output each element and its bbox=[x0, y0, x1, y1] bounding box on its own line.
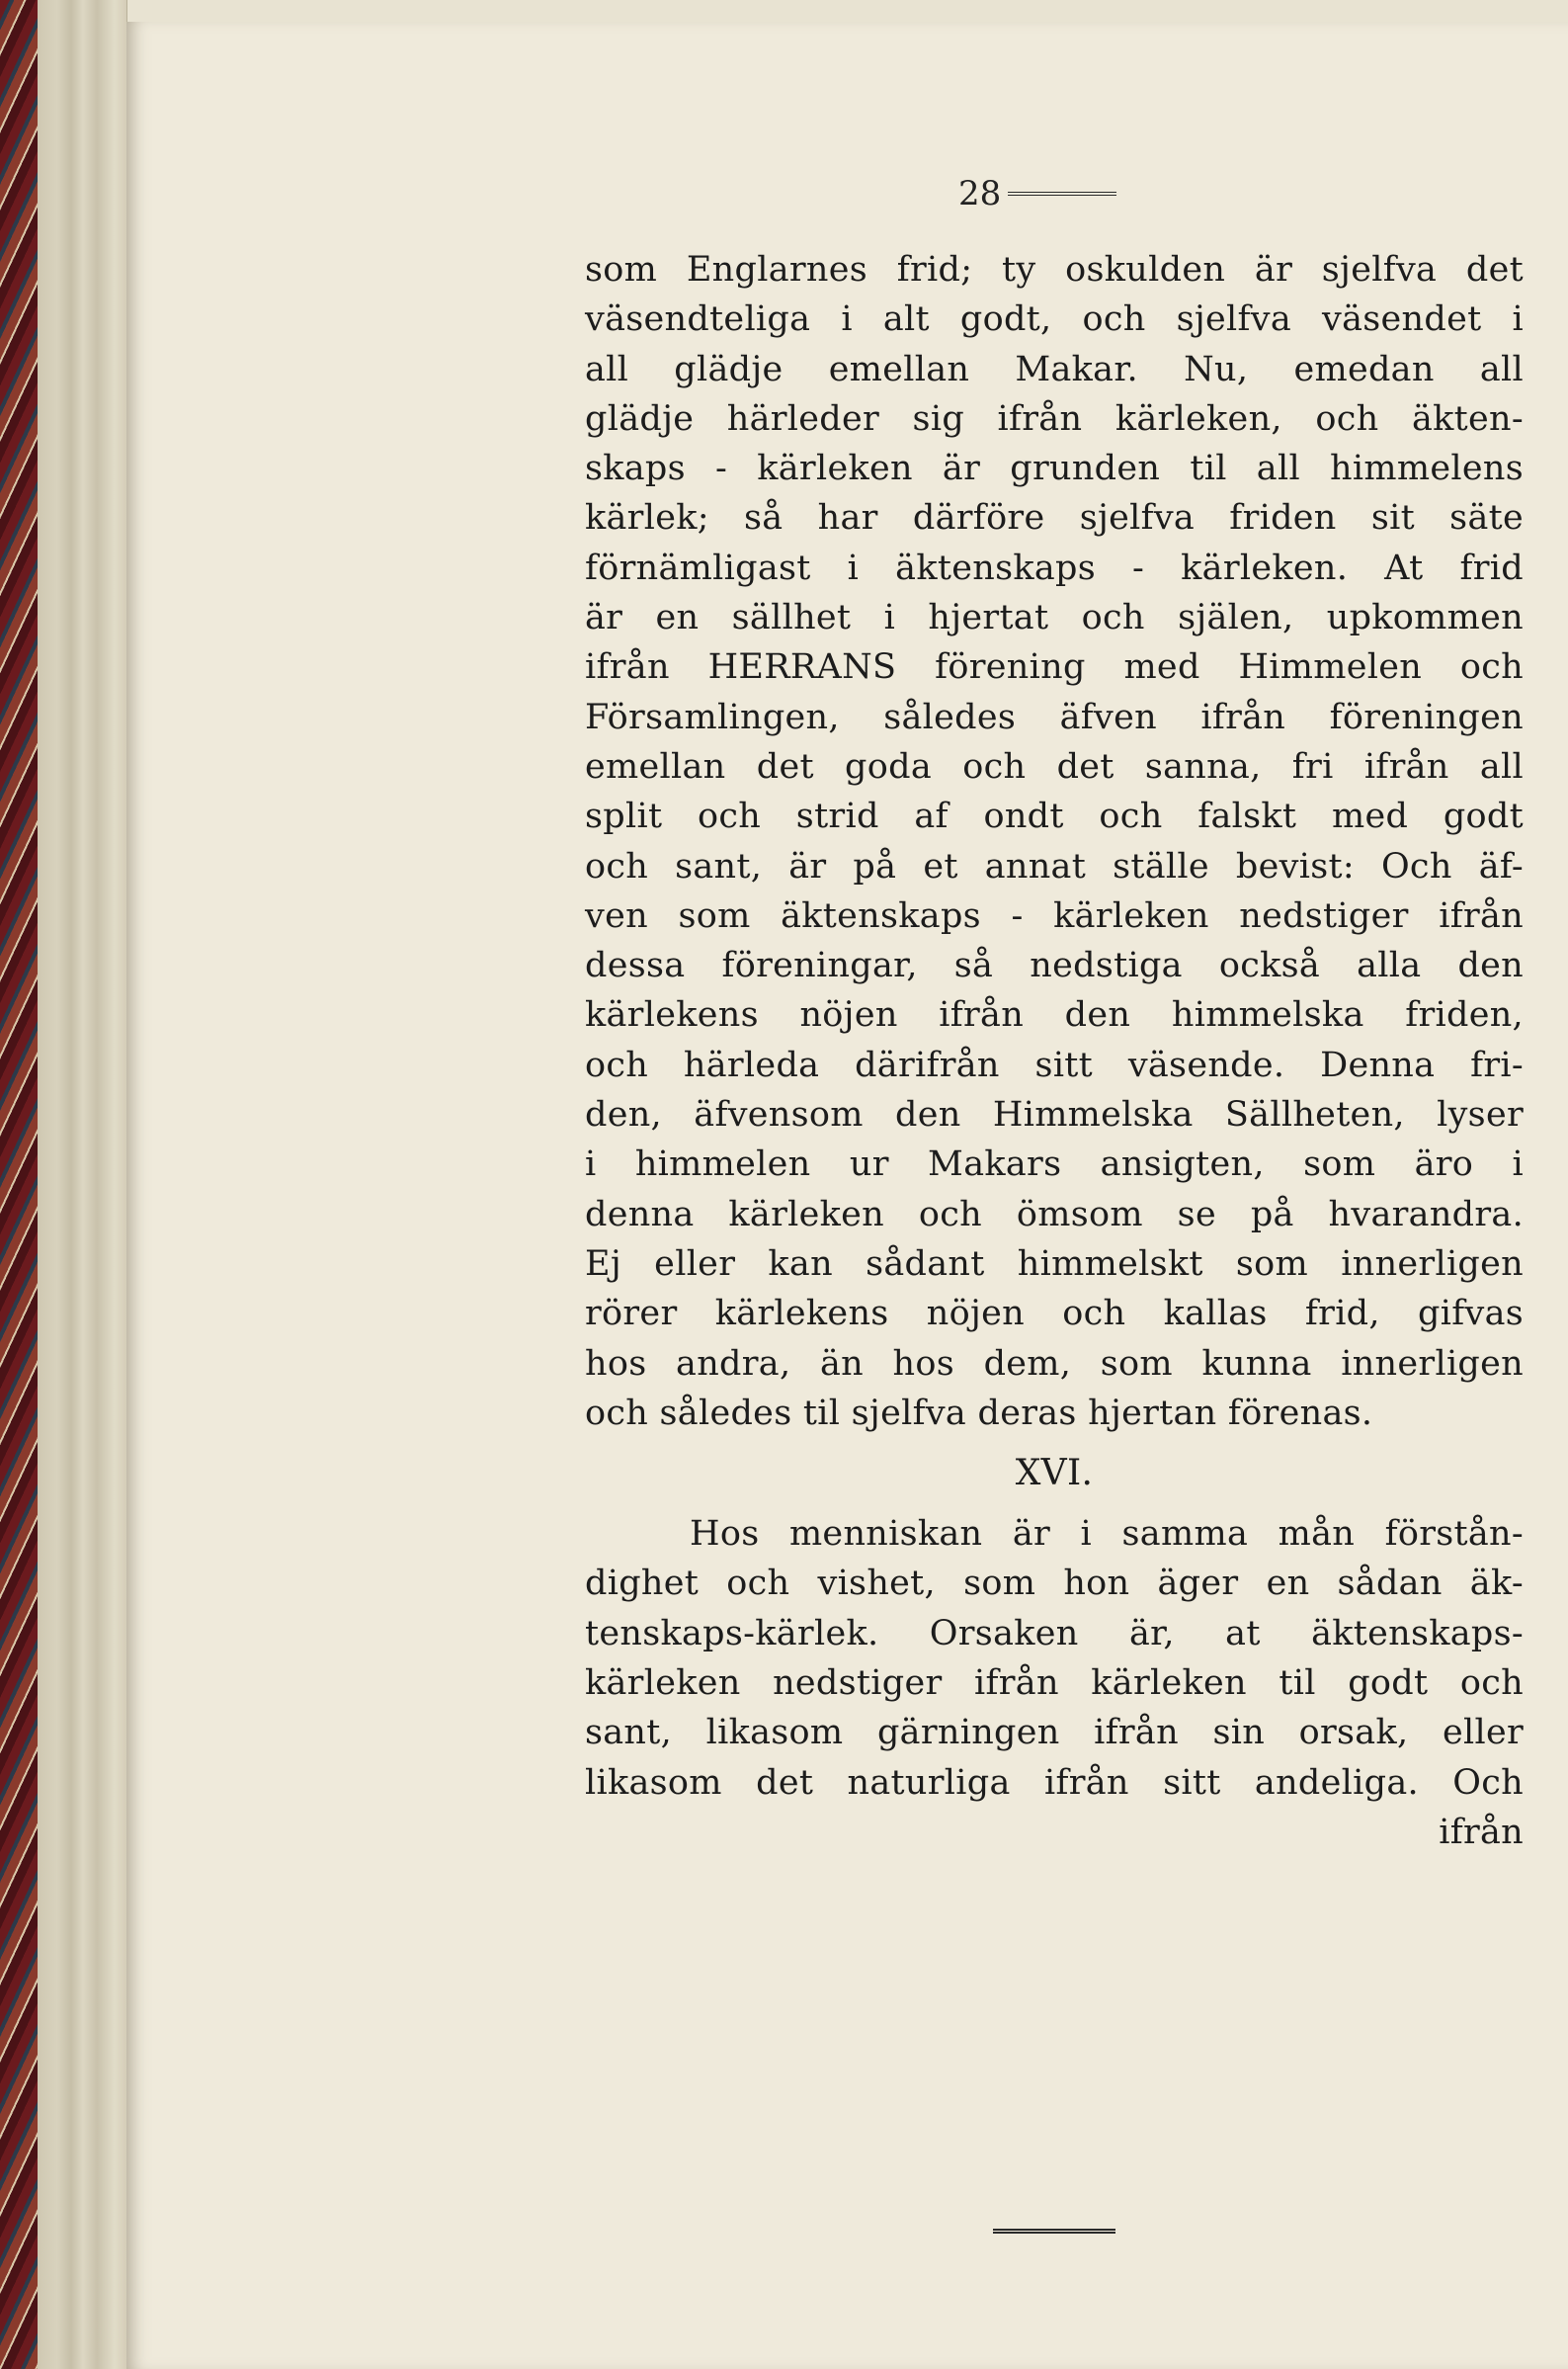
catchword: ifrån bbox=[1439, 1812, 1524, 1852]
header-rule bbox=[1008, 192, 1116, 196]
text-line: förnämligast i äktenskaps - kärleken. At frid bbox=[585, 548, 1524, 588]
text-line: väsendteliga i alt godt, och sjelfva väsendet i bbox=[585, 299, 1524, 340]
text-line: all glädje emellan Makar. Nu, emedan all bbox=[585, 349, 1524, 389]
text-line: ifrån HERRANS förening med Himmelen och bbox=[585, 647, 1524, 688]
text-line: den, äfvensom den Himmelska Sällheten, lyser bbox=[585, 1095, 1524, 1136]
text-line: i himmelen ur Makars ansigten, som äro i bbox=[585, 1144, 1524, 1185]
text-line: som Englarnes frid; ty oskulden är sjelfva det bbox=[585, 250, 1524, 290]
text-line: och således til sjelfva deras hjertan förenas. bbox=[585, 1393, 1373, 1433]
text-line: Ej eller kan sådant himmelskt som innerligen bbox=[585, 1243, 1524, 1284]
text-line: denna kärleken och ömsom se på hvarandra. bbox=[585, 1194, 1524, 1234]
text-line: emellan det goda och det sanna, fri ifrån all bbox=[585, 746, 1524, 787]
text-line: rörer kärlekens nöjen och kallas frid, gifvas bbox=[585, 1294, 1524, 1334]
text-line: dessa föreningar, så nedstiga också alla den bbox=[585, 946, 1524, 986]
text-line: tenskaps-kärlek. Orsaken är, at äktenskaps- bbox=[585, 1613, 1524, 1653]
page-header bbox=[958, 174, 1176, 213]
text-line: är en sällhet i hjertat och själen, upkommen bbox=[585, 598, 1524, 638]
body-text bbox=[585, 245, 1524, 1857]
page-edges bbox=[38, 0, 127, 2369]
text-line: sant, likasom gärningen ifrån sin orsak, eller bbox=[585, 1713, 1524, 1753]
section-heading: XVI. bbox=[1015, 1453, 1094, 1494]
footer-rule bbox=[993, 2229, 1115, 2234]
text-line: och härleda därifrån sitt väsende. Denna fri- bbox=[585, 1045, 1524, 1085]
text-line: kärleken nedstiger ifrån kärleken til godt och bbox=[585, 1663, 1524, 1704]
text-line: Församlingen, således äfven ifrån föreningen bbox=[585, 697, 1524, 737]
text-line: dighet och vishet, som hon äger en sådan äk- bbox=[585, 1564, 1524, 1604]
text-line: ven som äktenskaps - kärleken nedstiger ifrån bbox=[585, 895, 1524, 936]
text-line: kärlekens nöjen ifrån den himmelska friden, bbox=[585, 995, 1524, 1036]
text-line: kärlek; så har därföre sjelfva friden sit säte bbox=[585, 498, 1524, 539]
text-line: split och strid af ondt och falskt med godt bbox=[585, 797, 1524, 837]
marbled-endpaper bbox=[0, 0, 38, 2369]
text-line: glädje härleder sig ifrån kärleken, och äkten- bbox=[585, 398, 1524, 439]
text-line: skaps - kärleken är grunden til all himmelens bbox=[585, 449, 1524, 489]
text-line: likasom det naturliga ifrån sitt andeliga. Och bbox=[585, 1762, 1524, 1803]
text-line: och sant, är på et annat ställe bevist: Och äf- bbox=[585, 846, 1524, 887]
text-line: hos andra, än hos dem, som kunna innerligen bbox=[585, 1343, 1524, 1384]
text-line: Hos menniskan är i samma mån förstån- bbox=[690, 1514, 1524, 1555]
page-number: 28 bbox=[958, 174, 1002, 213]
